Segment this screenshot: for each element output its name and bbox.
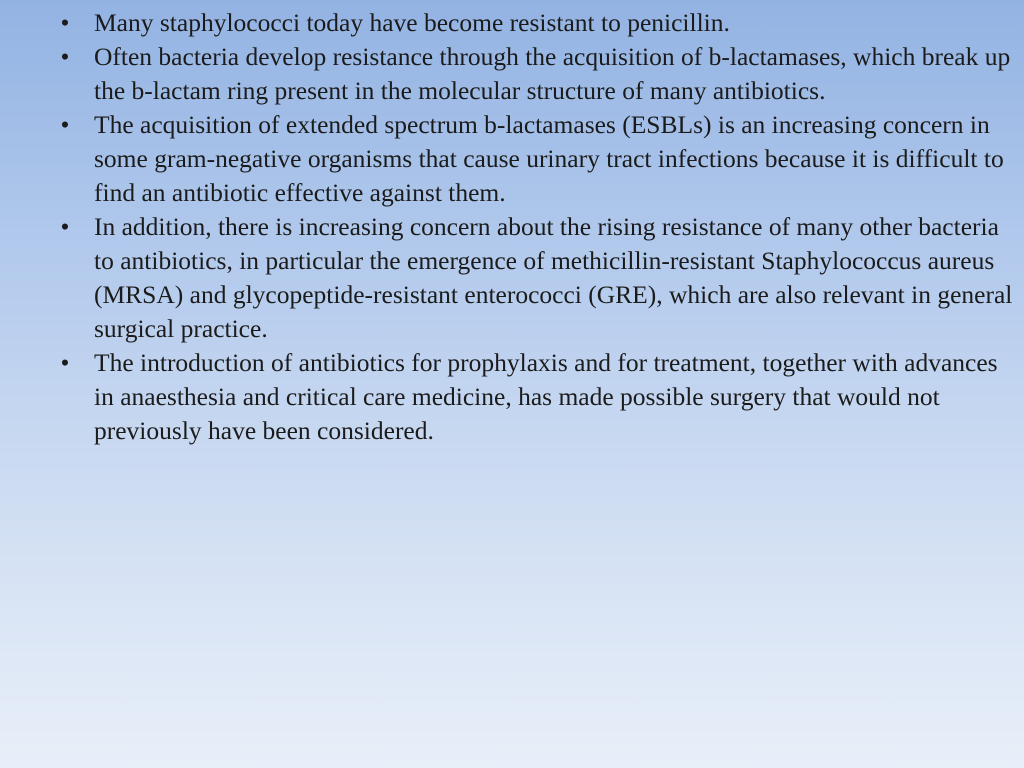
bullet-text: In addition, there is increasing concern about the rising resistance of many other bacteria to antibiotics, in particular the emergence of methicillin-resistant Staphylococcus aureus (MRSA) and glycopeptide-resistant enterococci (GRE), which are also relevant in general surgical practice. (94, 212, 1013, 343)
bullet-list (58, 6, 1020, 448)
bullet-item-5 (58, 346, 1020, 448)
bullet-text: The introduction of antibiotics for prophylaxis and for treatment, together with advances in anaesthesia and critical care medicine, has made possible surgery that would not previously have been considered. (94, 348, 998, 445)
bullet-icon: • (60, 8, 70, 37)
bullet-text: The acquisition of extended spectrum b-lactamases (ESBLs) is an increasing concern in some gram-negative organisms that cause urinary tract infections because it is difficult to find an antibiotic effective against them. (94, 110, 1004, 207)
bullet-text: Often bacteria develop resistance through the acquisition of b-lactamases, which break up the b-lactam ring present in the molecular structure of many antibiotics. (94, 42, 1011, 105)
bullet-icon: • (60, 110, 70, 139)
bullet-icon: • (60, 212, 70, 241)
bullet-icon: • (60, 348, 70, 377)
bullet-item-4 (58, 210, 1020, 346)
bullet-item-2 (58, 40, 1020, 108)
bullet-text: Many staphylococci today have become resistant to penicillin. (94, 8, 730, 37)
bullet-item-3 (58, 108, 1020, 210)
bullet-icon: • (60, 42, 70, 71)
bullet-item-1 (58, 6, 1020, 40)
